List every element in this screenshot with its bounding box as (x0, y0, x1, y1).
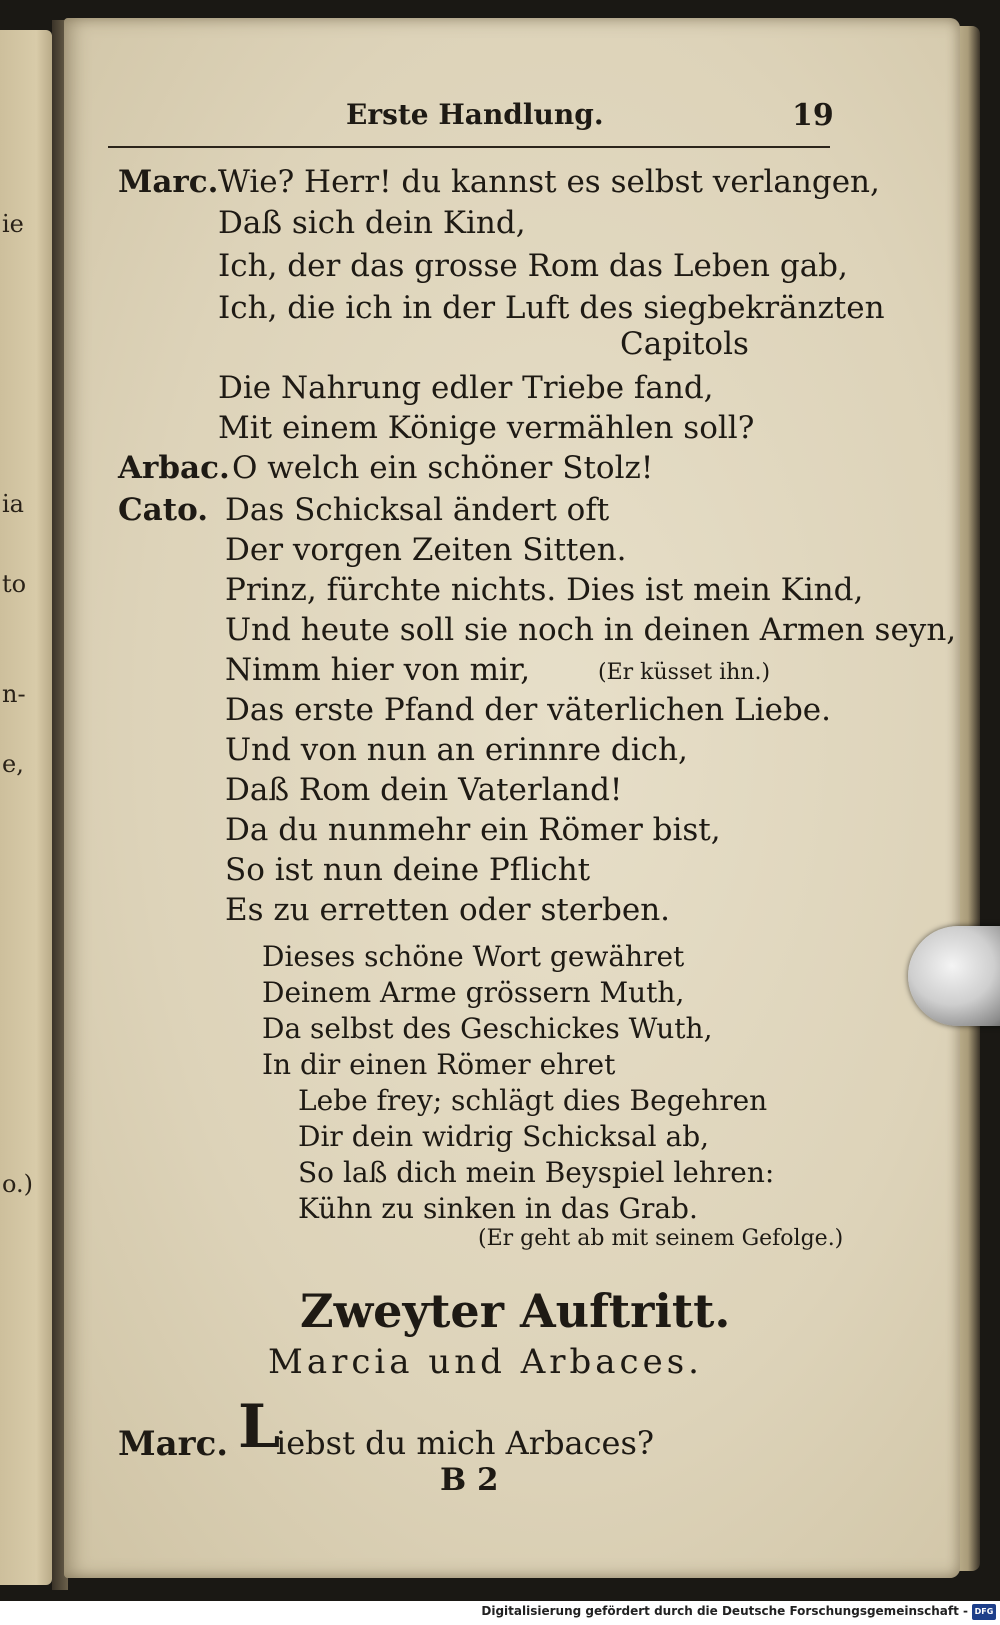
speaker-cato: Cato. (118, 492, 209, 528)
left-page-fragment: to (2, 570, 27, 598)
header-rule (108, 146, 830, 148)
page-clip (908, 926, 1000, 1026)
exit-stage-direction: (Er geht ab mit seinem Gefolge.) (478, 1226, 844, 1251)
signature-mark: B 2 (440, 1462, 499, 1498)
verse-line: O welch ein schöner Stolz! (232, 450, 654, 486)
scene-characters: Marcia und Arbaces. (268, 1342, 703, 1382)
verse-line: Und von nun an erinnre dich, (225, 732, 688, 768)
verse-line: iebst du mich Arbaces? (276, 1424, 655, 1462)
aria-line: Da selbst des Geschickes Wuth, (262, 1012, 713, 1045)
stage-direction: (Er küsset ihn.) (598, 660, 771, 685)
left-page-fragment: ia (2, 490, 24, 518)
verse-line: Das erste Pfand der väterlichen Liebe. (225, 692, 831, 728)
aria-line: Kühn zu sinken in das Grab. (298, 1192, 698, 1225)
verse-line: Und heute soll sie noch in deinen Armen seyn, (225, 612, 957, 648)
left-page-fragment: ie (2, 210, 24, 238)
aria-line: So laß dich mein Beyspiel lehren: (298, 1156, 775, 1189)
verse-line: Die Nahrung edler Triebe fand, (218, 370, 714, 406)
verse-line: Ich, der das grosse Rom das Leben gab, (218, 248, 848, 284)
aria-line: Deinem Arme grössern Muth, (262, 976, 685, 1009)
verse-line: Wie? Herr! du kannst es selbst verlangen, (218, 164, 880, 200)
aria-line: In dir einen Römer ehret (262, 1048, 616, 1081)
dfg-logo-icon: DFG (972, 1604, 996, 1620)
dropcap: L (238, 1392, 281, 1462)
aria-line: Lebe frey; schlägt dies Begehren (298, 1084, 768, 1117)
running-title: Erste Handlung. (346, 98, 604, 131)
aria-line: Dieses schöne Wort gewähret (262, 940, 685, 973)
verse-line: Prinz, fürchte nichts. Dies ist mein Kind, (225, 572, 864, 608)
left-page-edge (0, 30, 52, 1585)
left-page-fragment: e, (2, 750, 24, 778)
speaker-marc: Marc. (118, 164, 219, 200)
footer-bar (0, 1601, 1000, 1625)
left-page-fragment: o.) (2, 1170, 34, 1198)
speaker-arbac: Arbac. (118, 450, 230, 486)
verse-line: So ist nun deine Pflicht (225, 852, 591, 888)
verse-line: Das Schicksal ändert oft (225, 492, 610, 528)
footer-credit: Digitalisierung gefördert durch die Deutsche Forschungsgemeinschaft - (481, 1604, 968, 1618)
verse-line: Da du nunmehr ein Römer bist, (225, 812, 721, 848)
left-page-fragment: n- (2, 680, 26, 708)
page-number: 19 (792, 98, 834, 133)
verse-line: Nimm hier von mir, (225, 652, 531, 688)
speaker-marc: Marc. (118, 1424, 229, 1464)
aria-line: Dir dein widrig Schicksal ab, (298, 1120, 710, 1153)
verse-line: Es zu erretten oder sterben. (225, 892, 671, 928)
verse-line: Ich, die ich in der Luft des siegbekränzten (218, 290, 885, 326)
verse-line: Daß Rom dein Vaterland! (225, 772, 623, 808)
verse-line: Daß sich dein Kind, (218, 205, 526, 241)
verse-line-carryover: Capitols (620, 326, 749, 362)
verse-line: Mit einem Könige vermählen soll? (218, 410, 755, 446)
scene-title: Zweyter Auftritt. (300, 1284, 731, 1338)
verse-line: Der vorgen Zeiten Sitten. (225, 532, 627, 568)
